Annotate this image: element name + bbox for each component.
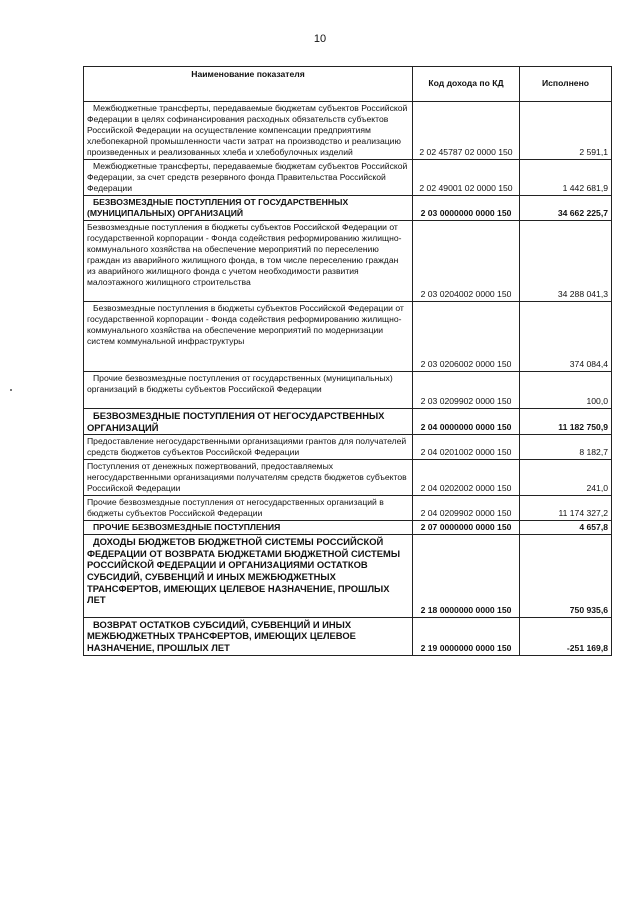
row-code: 2 02 45787 02 0000 150 [413,102,520,160]
table-row [84,221,612,302]
row-value: 1 442 681,9 [520,160,612,196]
table-row [84,302,612,372]
row-code: 2 03 0000000 0000 150 [413,196,520,221]
header-executed: Исполнено [520,67,612,102]
row-value: 4 657,8 [520,521,612,535]
row-value: -251 169,8 [520,617,612,655]
row-code: 2 04 0202002 0000 150 [413,460,520,496]
row-value: 100,0 [520,372,612,409]
header-income-code: Код дохода по КД [413,67,520,102]
row-name: Предоставление негосударственными организациями грантов для получателей средств бюджетов субъектов Российской Федерации [84,435,413,460]
row-value: 2 591,1 [520,102,612,160]
row-name: Прочие безвозмездные поступления от государственных (муниципальных) организаций в бюджеты субъектов Российской Федерации [84,372,413,409]
row-code: 2 07 0000000 0000 150 [413,521,520,535]
revenue-table [83,66,612,656]
page-number: 10 [313,33,327,45]
row-value: 750 935,6 [520,535,612,618]
table-row-section [84,521,612,535]
row-value: 11 182 750,9 [520,409,612,435]
row-code: 2 19 0000000 0000 150 [413,617,520,655]
row-name: Прочие безвозмездные поступления от негосударственных организаций в бюджеты субъектов Российской Федерации [84,496,413,521]
table-row [84,496,612,521]
table-header-row [84,67,612,102]
row-value: 11 174 327,2 [520,496,612,521]
row-value: 34 662 225,7 [520,196,612,221]
row-name: Межбюджетные трансферты, передаваемые бюджетам субъектов Российской Федерации, за счет средств резервного фонда Правительства Российской Федерации [84,160,413,196]
row-name: ДОХОДЫ БЮДЖЕТОВ БЮДЖЕТНОЙ СИСТЕМЫ РОССИЙСКОЙ ФЕДЕРАЦИИ ОТ ВОЗВРАТА БЮДЖЕТАМИ БЮДЖЕТНОЙ СИСТЕМЫ РОССИЙСКОЙ ФЕДЕРАЦИИ И ОРГАНИЗАЦИЯМИ ОСТАТКОВ СУБСИДИЙ, СУБВЕНЦИЙ И ИНЫХ МЕЖБЮДЖЕТНЫХ ТРАНСФЕРТОВ, ИМЕЮЩИХ ЦЕЛЕВОЕ НАЗНАЧЕНИЕ, ПРОШЛЫХ ЛЕТ [84,535,413,618]
row-value: 34 288 041,3 [520,221,612,302]
table-row-section [84,535,612,618]
table-row [84,435,612,460]
row-value: 241,0 [520,460,612,496]
row-name: Безвозмездные поступления в бюджеты субъектов Российской Федерации от государственной корпорации - Фонда содействия реформированию жилищно-коммунального хозяйства на обеспечение мероприятий по модернизации систем коммунальной инфраструктуры [84,302,413,372]
row-code: 2 18 0000000 0000 150 [413,535,520,618]
table-row [84,160,612,196]
row-name: БЕЗВОЗМЕЗДНЫЕ ПОСТУПЛЕНИЯ ОТ ГОСУДАРСТВЕННЫХ (МУНИЦИПАЛЬНЫХ) ОРГАНИЗАЦИЙ [84,196,413,221]
row-name: Поступления от денежных пожертвований, предоставляемых негосударственными организациями получателям средств бюджетов субъектов Российской Федерации [84,460,413,496]
table-row-section [84,617,612,655]
table-row [84,372,612,409]
row-name: ВОЗВРАТ ОСТАТКОВ СУБСИДИЙ, СУБВЕНЦИЙ И ИНЫХ МЕЖБЮДЖЕТНЫХ ТРАНСФЕРТОВ, ИМЕЮЩИХ ЦЕЛЕВОЕ НАЗНАЧЕНИЕ, ПРОШЛЫХ ЛЕТ [84,617,413,655]
row-value: 8 182,7 [520,435,612,460]
row-name: Межбюджетные трансферты, передаваемые бюджетам субъектов Российской Федерации в целях софинансирования расходных обязательств субъектов Российской Федерации на осуществление компенсации предприятиям хлебопекарной промышленности части затрат на производство и реализацию произведенных и реализованных хлеба и хлебобулочных изделий [84,102,413,160]
header-indicator-name: Наименование показателя [84,67,413,102]
row-code: 2 04 0000000 0000 150 [413,409,520,435]
row-code: 2 03 0206002 0000 150 [413,302,520,372]
table-row [84,460,612,496]
row-code: 2 04 0209902 0000 150 [413,496,520,521]
row-code: 2 03 0209902 0000 150 [413,372,520,409]
row-code: 2 04 0201002 0000 150 [413,435,520,460]
row-code: 2 03 0204002 0000 150 [413,221,520,302]
row-name: Безвозмездные поступления в бюджеты субъектов Российской Федерации от государственной корпорации - Фонда содействия реформированию жилищно-коммунального хозяйства на обеспечение мероприятий по переселению граждан из аварийного жилищного фонда, в том числе переселению граждан из аварийного жилищного фонда с учетом необходимости развития малоэтажного жилищного строительства [84,221,413,302]
row-code: 2 02 49001 02 0000 150 [413,160,520,196]
row-value: 374 084,4 [520,302,612,372]
table-row-section [84,196,612,221]
table-row-section [84,409,612,435]
margin-mark [10,389,12,391]
row-name: БЕЗВОЗМЕЗДНЫЕ ПОСТУПЛЕНИЯ ОТ НЕГОСУДАРСТВЕННЫХ ОРГАНИЗАЦИЙ [84,409,413,435]
row-name: ПРОЧИЕ БЕЗВОЗМЕЗДНЫЕ ПОСТУПЛЕНИЯ [84,521,413,535]
table-row [84,102,612,160]
